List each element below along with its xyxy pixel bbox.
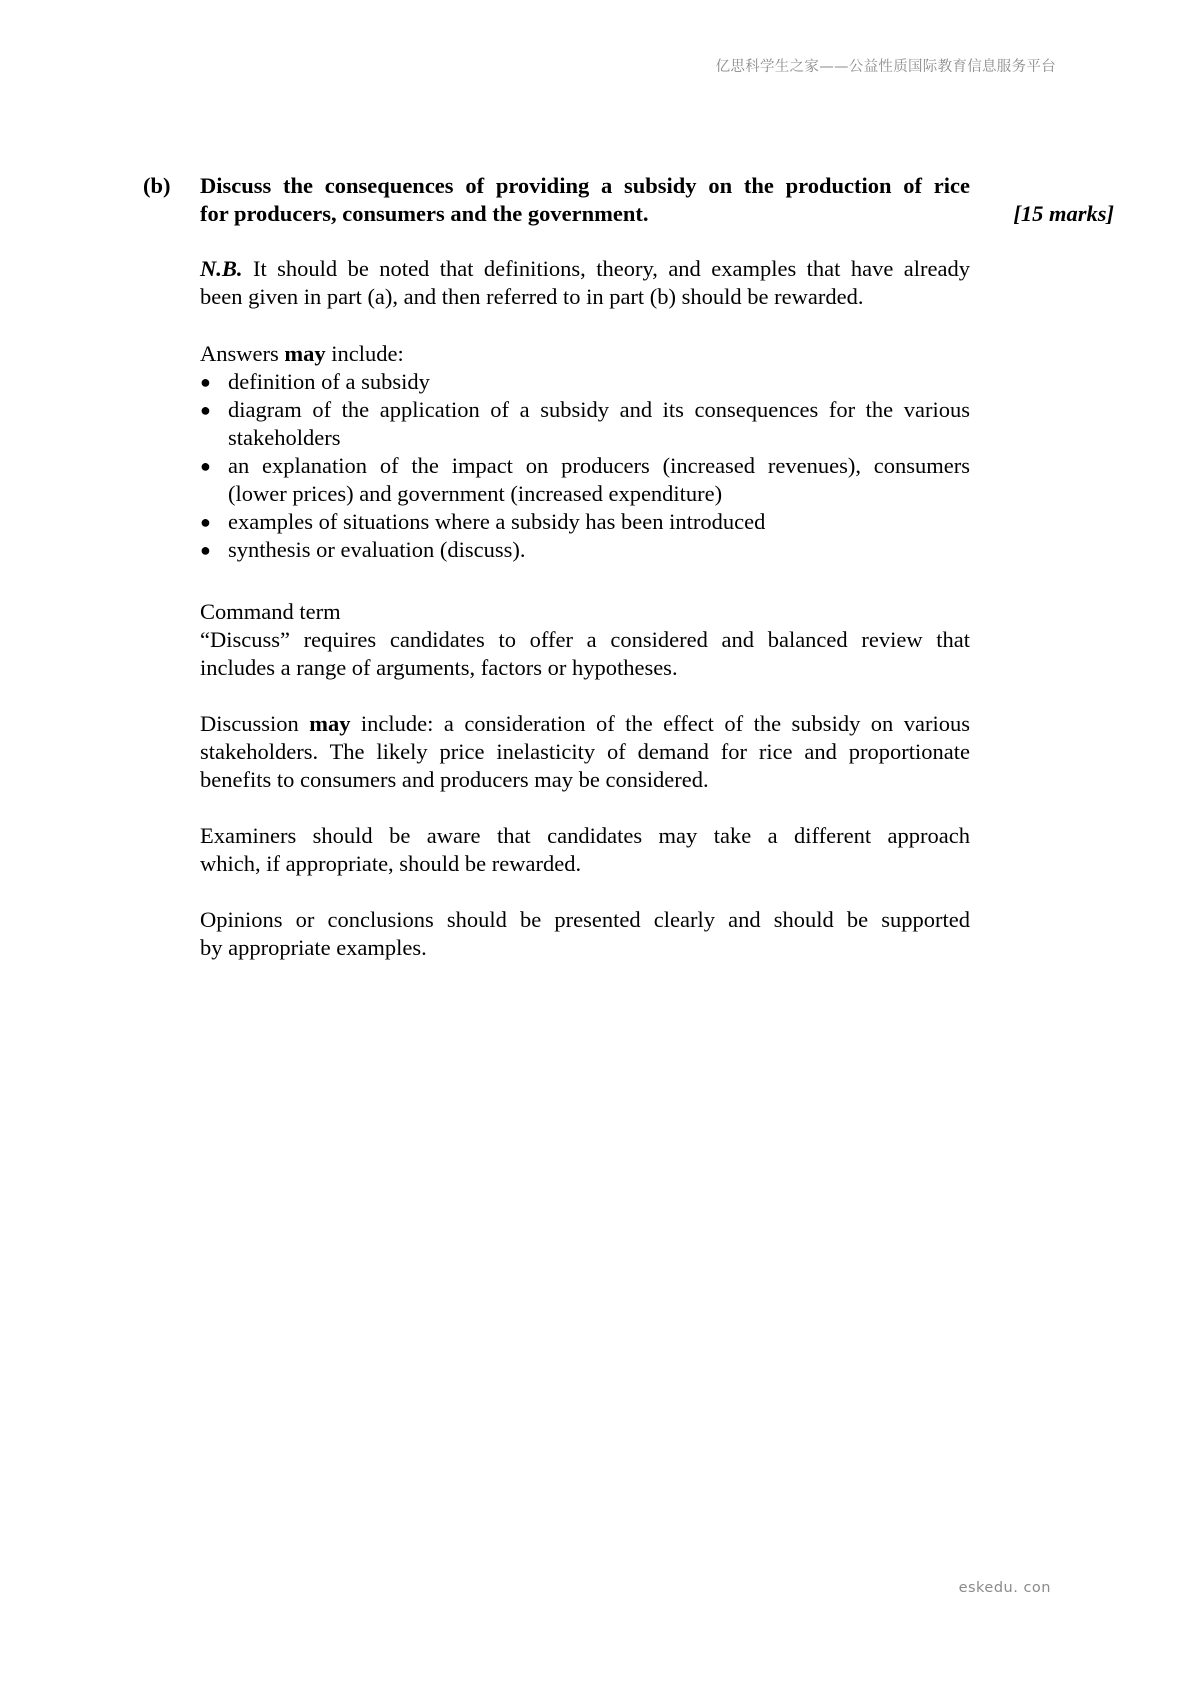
discussion-line-2: stakeholders. The likely price inelasticity of demand for rice and proportionate (200, 739, 970, 764)
discussion-line-1 (200, 710, 970, 738)
bullet-3-line-1: an explanation of the impact on producers (increased revenues), consumers (228, 453, 970, 478)
answers-intro-pre: Answers (200, 341, 285, 366)
footer-watermark: eskedu. con (958, 1580, 1051, 1596)
bullet-icon: ● (200, 372, 211, 392)
bullet-icon: ● (200, 540, 211, 560)
bullet-3-line-2: (lower prices) and government (increased expenditure) (228, 481, 723, 506)
discussion-pre: Discussion (200, 711, 310, 736)
bullet-icon: ● (200, 400, 211, 420)
answers-intro-post: include: (325, 341, 404, 366)
command-term-heading: Command term (200, 599, 341, 624)
bullet-icon: ● (200, 456, 211, 476)
bullet-4-line-1: examples of situations where a subsidy has been introduced (228, 509, 766, 534)
opinions-paragraph (200, 906, 970, 962)
examiners-paragraph (200, 822, 970, 878)
question-line-2: for producers, consumers and the government. (200, 201, 649, 226)
list-item (200, 396, 970, 452)
command-term-line-1: “Discuss” requires candidates to offer a considered and balanced review that (200, 627, 970, 652)
examiners-line-2: which, if appropriate, should be rewarded. (200, 851, 582, 876)
discussion-line-3: benefits to consumers and producers may be considered. (200, 767, 709, 792)
nb-line-1-text: It should be noted that definitions, theory, and examples that have already (242, 256, 970, 281)
nb-line-1 (200, 255, 970, 283)
discussion-bold: may (309, 711, 351, 736)
bullet-2-line-1: diagram of the application of a subsidy and its consequences for the various (228, 397, 970, 422)
nb-lead: N.B. (200, 256, 243, 281)
bullet-1-line-1: definition of a subsidy (228, 369, 430, 394)
answers-section (200, 340, 970, 564)
discussion-line-1-text: include: a consideration of the effect of the subsidy on various (350, 711, 970, 736)
examiners-line-1: Examiners should be aware that candidates may take a different approach (200, 823, 970, 848)
opinions-line-1: Opinions or conclusions should be presented clearly and should be supported (200, 907, 970, 932)
bullet-icon: ● (200, 512, 211, 532)
command-term-section (200, 598, 970, 682)
command-term-line-2: includes a range of arguments, factors or hypotheses. (200, 655, 678, 680)
nb-paragraph (200, 255, 970, 311)
header-watermark: 亿思科学生之家——公益性质国际教育信息服务平台 (715, 59, 1056, 75)
list-item (200, 368, 970, 396)
bullet-5-line-1: synthesis or evaluation (discuss). (228, 537, 526, 562)
question-line-1: Discuss the consequences of providing a subsidy on the production of rice (200, 173, 970, 198)
list-item (200, 452, 970, 508)
marks-label: [15 marks] (1013, 201, 1114, 226)
list-item (200, 508, 970, 536)
nb-line-2: been given in part (a), and then referred to in part (b) should be rewarded. (200, 284, 864, 309)
list-item (200, 536, 970, 564)
bullet-2-line-2: stakeholders (228, 425, 341, 450)
question-label: (b) (143, 173, 171, 198)
opinions-line-2: by appropriate examples. (200, 935, 427, 960)
answers-intro (200, 340, 970, 368)
answers-bullet-list (200, 368, 970, 564)
answers-intro-bold: may (284, 341, 326, 366)
question-text (200, 172, 970, 228)
discussion-paragraph (200, 710, 970, 794)
